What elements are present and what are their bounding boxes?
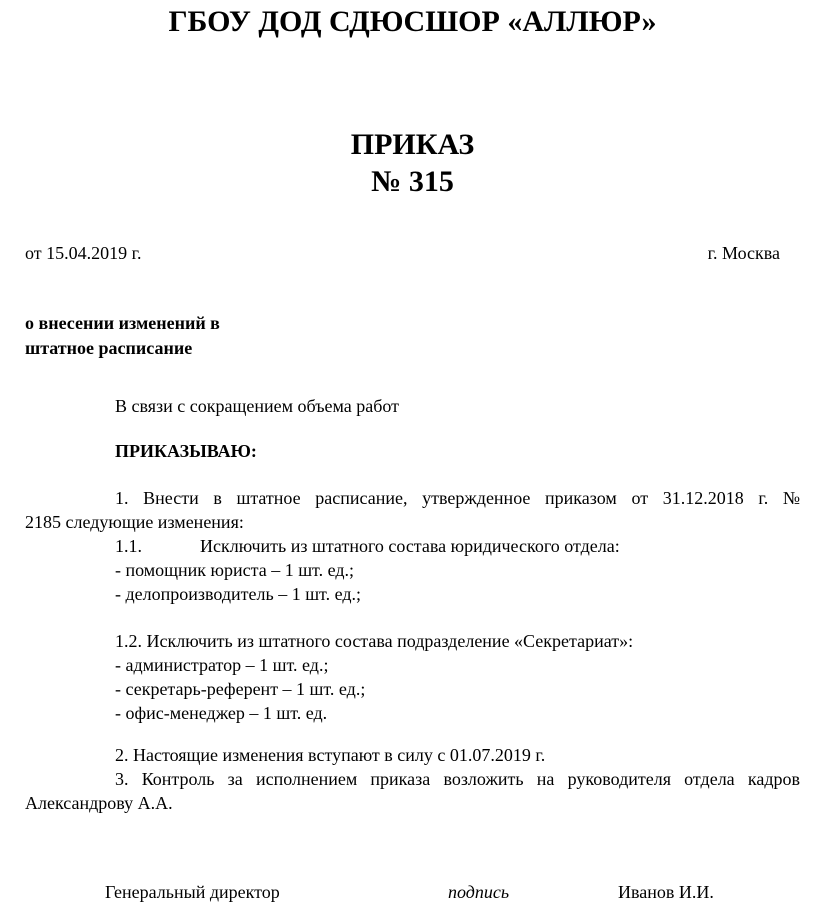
clause-1-1 — [115, 534, 800, 558]
decree-word: ПРИКАЗЫВАЮ: — [115, 441, 257, 461]
clause-1-1-text: Исключить из штатного состава юридического отдела: — [200, 536, 620, 556]
list-item: - секретарь-референт – 1 шт. ед.; — [115, 679, 366, 699]
signature-position-title: Генеральный директор — [105, 882, 280, 902]
document-heading — [25, 126, 800, 200]
clause-1 — [25, 486, 800, 534]
clause-1-line-2: 2185 следующие изменения: — [25, 512, 244, 532]
clause-1-line-1: 1. Внести в штатное расписание, утвержденное приказом от 31.12.2018 г. № — [115, 488, 800, 508]
list-item: - помощник юриста – 1 шт. ед.; — [115, 560, 354, 580]
signature-name: Иванов И.И. — [618, 882, 714, 902]
document-date: от 15.04.2019 г. — [25, 243, 142, 263]
date-place-row — [25, 241, 800, 265]
list-item: - офис-менеджер – 1 шт. ед. — [115, 703, 328, 723]
preamble-text: В связи с сокращением объема работ — [115, 396, 400, 416]
clause-3 — [25, 767, 800, 815]
subject-line-2: штатное расписание — [25, 338, 193, 358]
clause-3-line-1: 3. Контроль за исполнением приказа возложить на руководителя отдела кадров — [115, 769, 800, 789]
subject-line-1: о внесении изменений в — [25, 313, 220, 333]
document-place: г. Москва — [707, 243, 780, 263]
signature-row — [25, 880, 800, 904]
clause-1-1-number: 1.1. — [115, 536, 142, 556]
signature-placeholder: подпись — [448, 882, 510, 902]
list-item: - администратор – 1 шт. ед.; — [115, 655, 329, 675]
document-type-title: ПРИКАЗ — [350, 128, 475, 161]
clause-3-line-2: Александрову А.А. — [25, 793, 173, 813]
clause-2-text: 2. Настоящие изменения вступают в силу с 01.07.2019 г. — [115, 745, 546, 765]
document-subject — [25, 311, 800, 361]
document-number: № 315 — [371, 165, 454, 198]
organization-name: ГБОУ ДОД СДЮСШОР «АЛЛЮР» — [168, 5, 657, 38]
list-item: - делопроизводитель – 1 шт. ед.; — [115, 584, 361, 604]
clause-1-2-text: 1.2. Исключить из штатного состава подразделение «Секретариат»: — [115, 631, 634, 651]
